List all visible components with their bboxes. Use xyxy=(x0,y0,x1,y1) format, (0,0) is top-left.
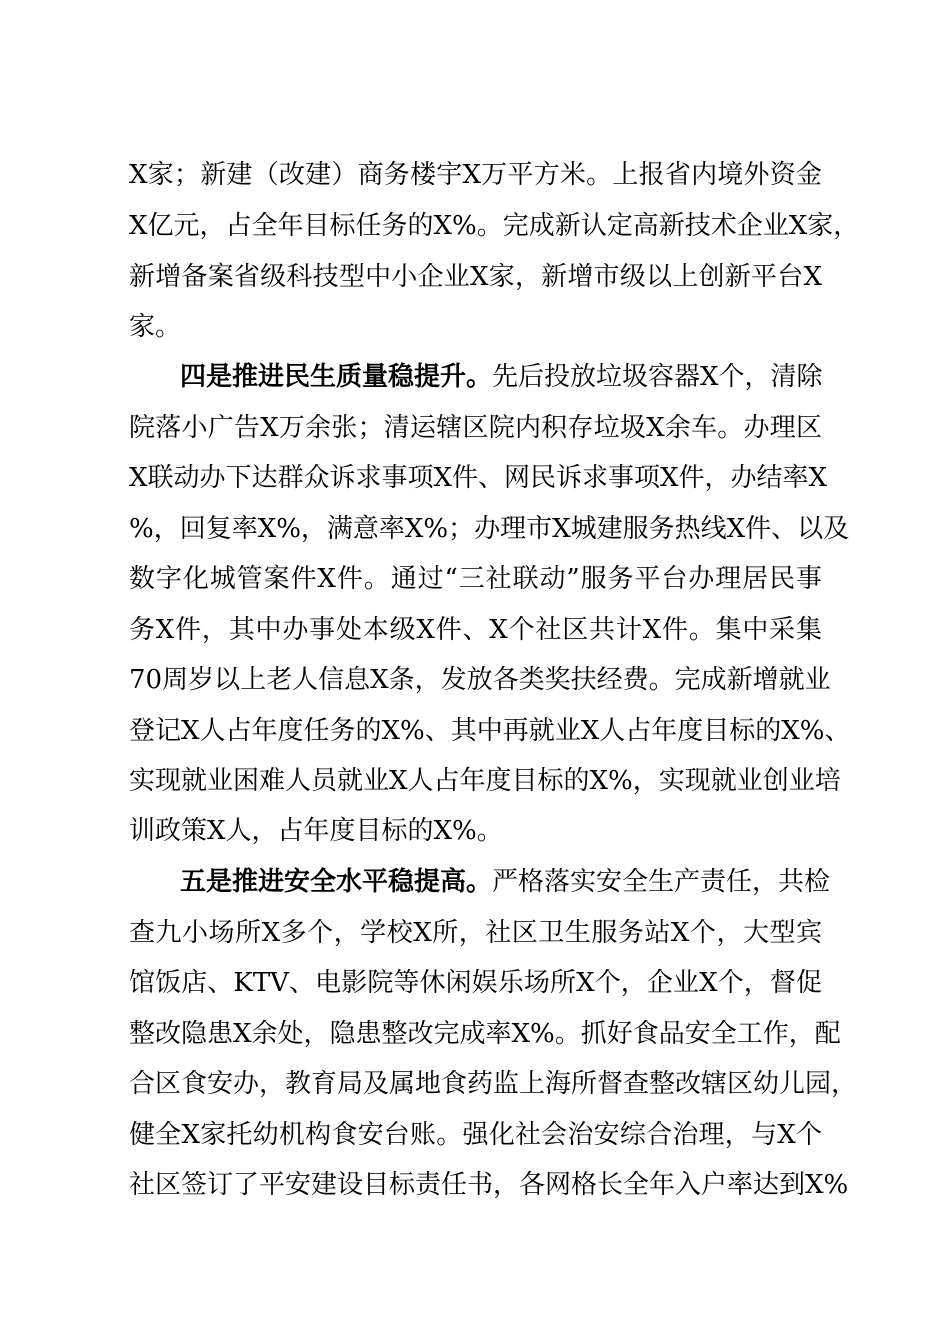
para3-line-4: 整改隐患X余处，隐患整改完成率X%。抓好食品安全工作，配 xyxy=(129,1019,841,1049)
para1-line-1: X家；新建（改建）商务楼宇X万平方米。上报省内境外资金 xyxy=(129,160,822,190)
para1-line-2: X亿元，占全年目标任务的X%。完成新认定高新技术企业X家， xyxy=(129,211,860,241)
para2-line-10: 训政策X人，占年度目标的X%。 xyxy=(129,816,503,846)
para2-line-8: 登记X人占年度任务的X%、其中再就业X人占年度目标的X%、 xyxy=(129,716,851,746)
para3-line-3: 馆饭店、KTV、电影院等休闲娱乐场所X个，企业X个，督促 xyxy=(129,968,822,998)
para2-line-1 xyxy=(180,357,822,397)
para2-line-6: 务X件，其中办事处本级X件、X个社区共计X件。集中采集 xyxy=(129,615,822,645)
para2-line-5: 数字化城管案件X件。通过“三社联动”服务平台办理居民事 xyxy=(129,564,822,594)
para3-first-text: 严格落实安全生产责任，共检 xyxy=(492,867,831,897)
para2-heading: 四是推进民生质量稳提升。 xyxy=(180,362,493,392)
para2-line-3: X联动办下达群众诉求事项X件、网民诉求事项X件，办结率X xyxy=(129,463,828,493)
para1-line-4: 家。 xyxy=(129,312,182,342)
para2-first-text: 先后投放垃圾容器X个，清除 xyxy=(492,362,823,392)
para2-line-4: %，回复率X%，满意率X%；办理市X城建服务热线X件、以及 xyxy=(129,514,850,544)
para3-line-6: 健全X家托幼机构食安台账。强化社会治安综合治理，与X个 xyxy=(129,1120,822,1150)
para3-line-7: 社区签订了平安建设目标责任书，各网格长全年入户率达到X% xyxy=(129,1170,849,1200)
para2-line-2: 院落小广告X万余张；清运辖区院内积存垃圾X余车。办理区 xyxy=(129,413,822,443)
para3-line-5: 合区食安办，教育局及属地食药监上海所督查整改辖区幼儿园， xyxy=(129,1069,858,1099)
para3-line-2: 查九小场所X多个，学校X所，社区卫生服务站X个，大型宾 xyxy=(129,918,822,948)
para2-line-7: 70周岁以上老人信息X条，发放各类奖扶经费。完成新增就业 xyxy=(129,665,831,695)
para2-line-9: 实现就业困难人员就业X人占年度目标的X%，实现就业创业培 xyxy=(129,766,841,796)
para3-line-1 xyxy=(180,862,831,902)
para3-heading: 五是推进安全水平稳提高。 xyxy=(180,867,493,897)
para1-line-3: 新增备案省级科技型中小企业X家，新增市级以上创新平台X xyxy=(129,262,822,292)
